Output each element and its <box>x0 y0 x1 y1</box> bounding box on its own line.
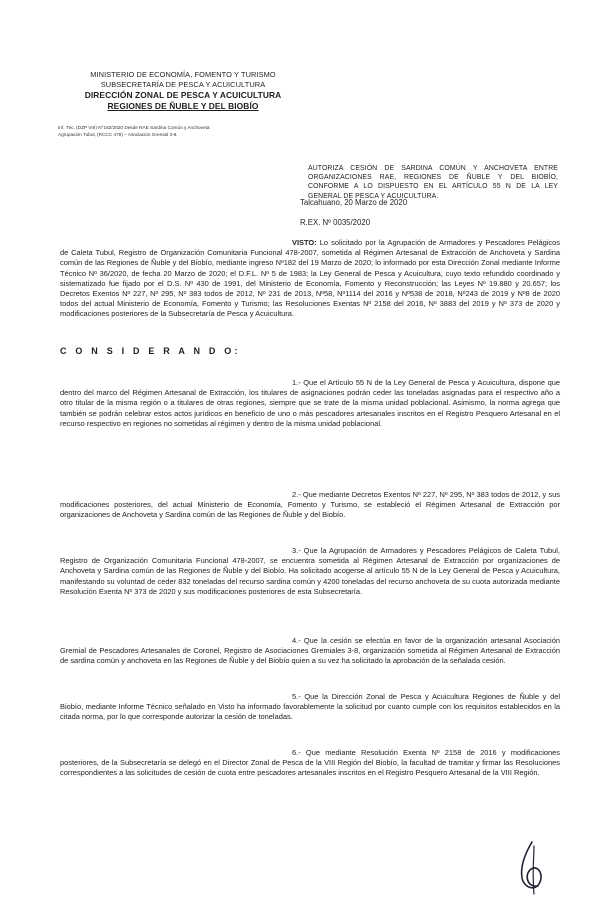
considerando-item-1 <box>60 378 560 429</box>
visto-paragraph <box>60 238 560 320</box>
considerando-item-2 <box>60 490 560 521</box>
item-text: 1.- Que el Artículo 55 N de la Ley General de Pesca y Acuicultura, dispone que dentro del marco del Régimen Artesanal de Extracción, los titulares de asignaciones podrán ceder las toneladas asignadas para el respectivo año a otro titular de la misma región o a titulares de otras regiones, siempre que se trate de la misma unidad poblacional. Asimismo, la norma agrega que también se podrán celebrar estos actos jurídicos en beneficio de uno o más pescadores artesanales inscritos en el Registro Pesquero Artesanal en el recurso respectivo en regiones no sometidas al régimen y dentro de la misma unidad poblacional. <box>60 378 560 428</box>
resolution-number: R.EX. Nº 0035/2020 <box>300 218 371 227</box>
subsecretariat-line: SUBSECRETARÍA DE PESCA Y ACUICULTURA <box>100 80 266 89</box>
handwritten-signature <box>510 838 554 898</box>
signature-mark <box>510 838 554 898</box>
considerando-item-5 <box>60 692 560 723</box>
considerando-item-3 <box>60 546 560 597</box>
item-text: 2.- Que mediante Decretos Exentos Nº 227, Nº 295, Nº 383 todos de 2012, y sus modificaciones posteriores, del actual Ministerio de Economía, Fomento y Turismo, se estableció el Régimen Artesanal de Extracción por organizaciones de Anchoveta y Sardina común de las Regiones de Ñuble y del Biobío. <box>60 490 560 520</box>
visto-text: Lo solicitado por la Agrupación de Armadores y Pescadores Pelágicos de Caleta Tubul, Registro de Organización Comunitaria Funcional 478-2007, sometida al Régimen Artesanal de Extracción de Anchoveta y Sardina común de las Regiones de Ñuble y del Biobío, mediante ingreso Nº182 del 19 Marzo de 2020; lo informado por esta Dirección Zonal mediante Informe Técnico Nº 36/2020, de fecha 20 Marzo de 2020; el D.F.L. Nº 5 de 1983; la Ley General de Pesca y Acuicultura, cuyo texto refundido coordinado y sistematizado fue fijado por el D.S. Nº 430 de 1991, del Ministerio de Economía, Fomento y Reconstrucción; las Leyes Nº 19.880 y 20.657; los Decretos Exentos Nº 227, Nº 295, Nº 383 todos de 2012, Nº 231 de 2013, Nº58, Nº1114 del 2016 y Nº538 de 2018, Nº243 de 2019 y Nº8 de 2020 todos del actual Ministerio de Economía, Fomento y Turismo; las Resoluciones Exentas Nº 2158 del 2016, Nº 3883 del 2019 y Nº 373 de 2020 y modificaciones posteriores de la Subsecretaría de Pesca y Acuicultura. <box>60 238 560 319</box>
reference-line-1: Inf. Téc. (DZP VIII) N°182/2020 Desde RAE Sardina Común y Anchoveta <box>58 125 210 130</box>
considerando-heading: C O N S I D E R A N D O: <box>60 346 241 356</box>
zonal-direction-line: DIRECCIÓN ZONAL DE PESCA Y ACUICULTURA <box>84 90 282 100</box>
item-text: 4.- Que la cesión se efectúa en favor de la organización artesanal Asociación Gremial de Pescadores Artesanales de Coronel, Registro de Asociaciones Gremiales 3-8, organización sometida al Régimen Artesanal de Extracción de sardina común y anchoveta en las Regiones de Ñuble y del Biobío quien a su vez ha solicitado la aprobación de la señalada cesión. <box>60 636 560 666</box>
considerando-item-4 <box>60 636 560 667</box>
reference-note <box>58 125 298 138</box>
visto-lead: VISTO: <box>292 238 317 247</box>
place-date: Talcahuano, 20 Marzo de 2020 <box>300 198 408 207</box>
regions-line: REGIONES DE ÑUBLE Y DEL BIOBÍO <box>107 101 259 111</box>
resolution-title: AUTORIZA CESIÓN DE SARDINA COMÚN Y ANCHOVETA ENTRE ORGANIZACIONES RAE, REGIONES DE ÑUBLE Y DEL BIOBÍO, CONFORME A LO DISPUESTO EN EL ARTÍCULO 55 N DE LA LEY GENERAL DE PESCA Y ACUICULTURA. <box>308 165 558 200</box>
item-text: 3.- Que la Agrupación de Armadores y Pescadores Pelágicos de Caleta Tubul, Registro de Organización Comunitaria Funcional 478-2007, se encuentra sometida al Régimen Artesanal de Extracción por organizaciones de Anchoveta y Sardina común de las Regiones de Ñuble y del Biobío. Ha solicitado acogerse al artículo 55 N de la Ley General de Pesca y Acuicultura, manifestando su voluntad de ceder 832 toneladas del recurso sardina común y 4200 toneladas del recurso anchoveta de su cuota autorizada mediante Resolución Exenta Nº 373 de 2020 y sus modificaciones posteriores de esta Subsecretaría. <box>60 546 560 596</box>
item-text: 5.- Que la Dirección Zonal de Pesca y Acuicultura Regiones de Ñuble y del Biobío, mediante Informe Técnico señalado en Visto ha informado favorablemente la solicitud por cuanto cumple con los requisitos establecidos en la citada norma, por lo que corresponde autorizar la cesión de toneladas. <box>60 692 560 722</box>
letterhead <box>58 70 308 112</box>
ministry-line: MINISTERIO DE ECONOMÍA, FOMENTO Y TURISMO <box>90 70 276 79</box>
item-text: 6.- Que mediante Resolución Exenta Nº 2158 de 2016 y modificaciones posteriores, de la Subsecretaría se delegó en el Director Zonal de Pesca de la VIII Región del Biobío, la facultad de tramitar y firmar las Resoluciones correspondientes a las solicitudes de cesión de cuota entre pescadores artesanales inscritos en el Registro Pesquero Artesanal de la VIII Región. <box>60 748 560 778</box>
reference-line-2: Agrupación Tubul, (RCCC 478) – Asociación Gremial 3-8. <box>58 131 178 137</box>
considerando-item-6 <box>60 748 560 779</box>
